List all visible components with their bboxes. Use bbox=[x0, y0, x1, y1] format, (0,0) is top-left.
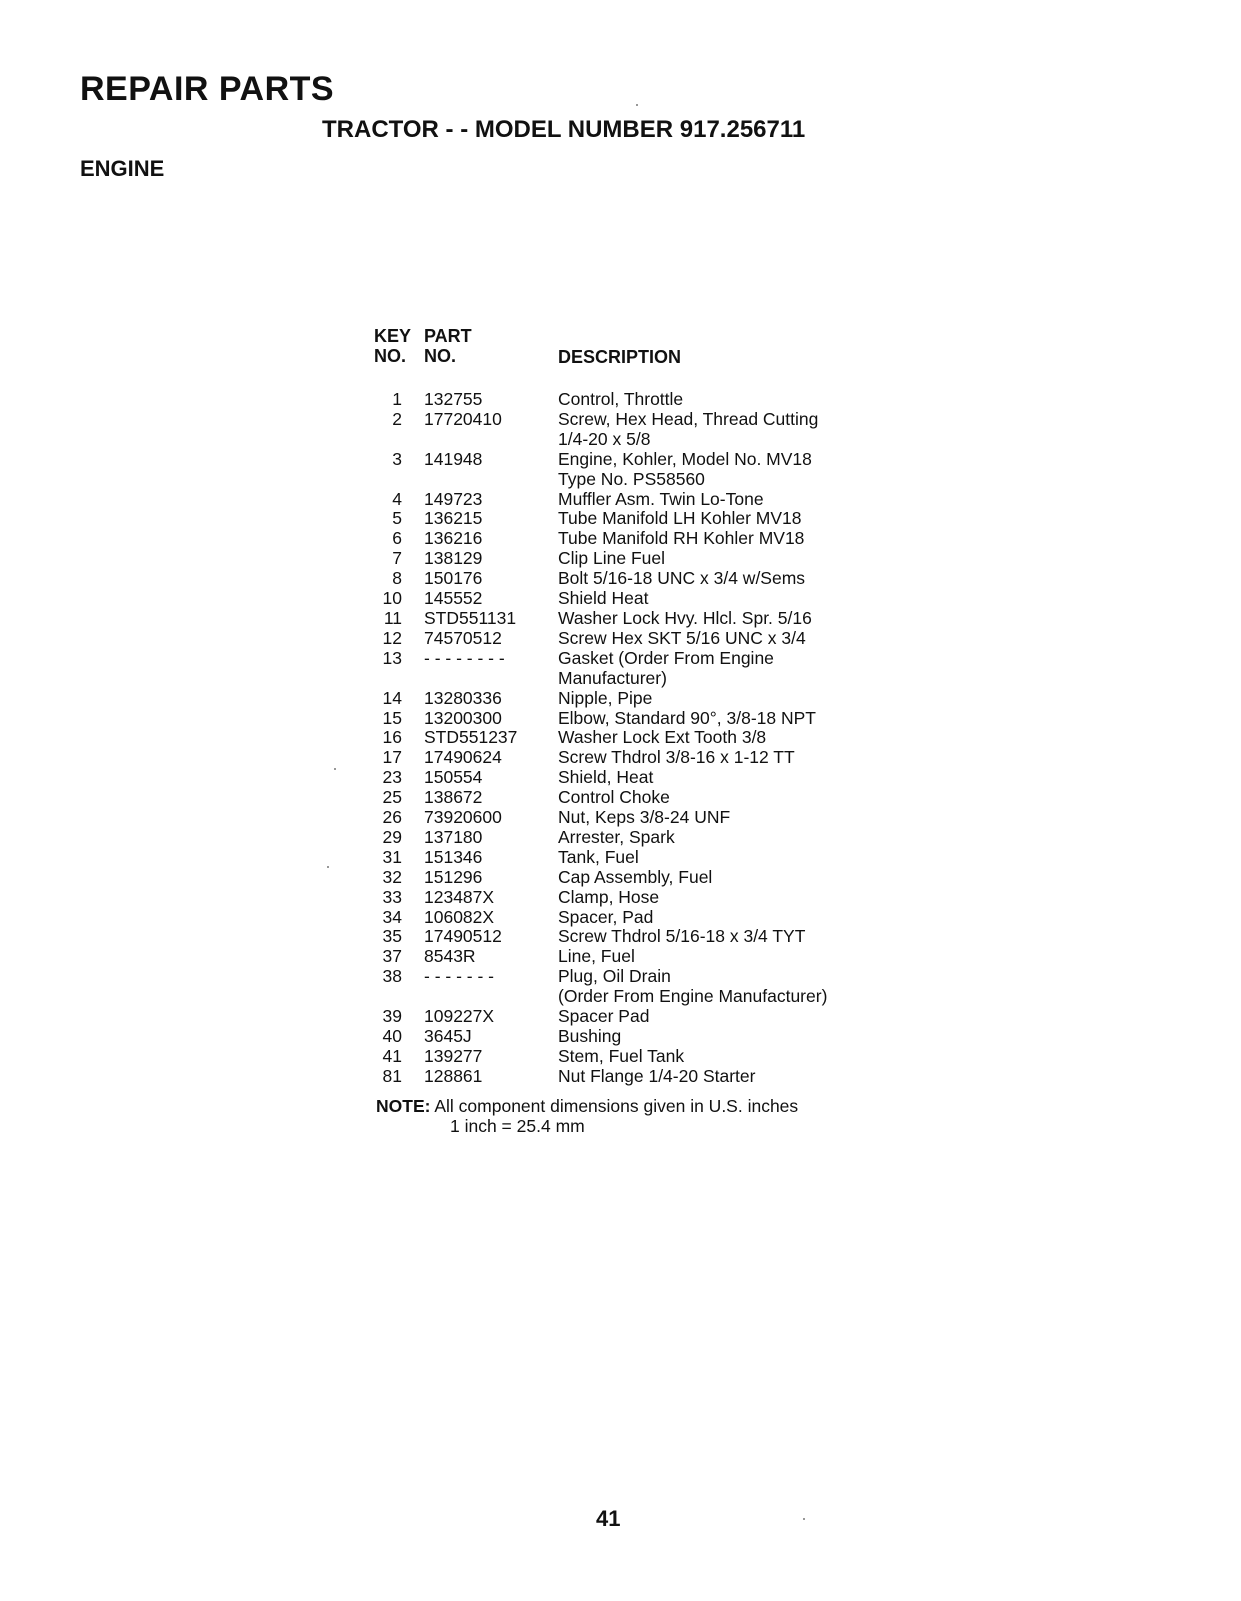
part-description bbox=[536, 410, 827, 450]
description-line: 1/4-20 x 5/8 bbox=[558, 428, 651, 449]
page-number: 41 bbox=[596, 1506, 621, 1531]
part-description bbox=[536, 629, 827, 649]
part-number: 13200300 bbox=[424, 707, 502, 728]
table-row bbox=[368, 927, 827, 947]
part-number: 17720410 bbox=[424, 408, 502, 429]
key-number: 35 bbox=[382, 926, 402, 947]
description-line: Tank, Fuel bbox=[558, 846, 639, 867]
part-number: 128861 bbox=[424, 1065, 483, 1086]
part-description bbox=[536, 848, 827, 868]
part-number: 150176 bbox=[424, 568, 483, 589]
part-description bbox=[536, 888, 827, 908]
description-header: DESCRIPTION bbox=[558, 347, 682, 367]
scan-speck bbox=[803, 1518, 805, 1520]
table-row bbox=[368, 788, 827, 808]
table-body bbox=[368, 390, 827, 1087]
key-number: 7 bbox=[392, 548, 402, 569]
key-number: 14 bbox=[382, 687, 402, 708]
table-row bbox=[368, 868, 827, 888]
description-line: Nipple, Pipe bbox=[558, 687, 653, 708]
part-number: 132755 bbox=[424, 389, 483, 409]
key-no-header bbox=[374, 326, 424, 366]
model-subtitle: TRACTOR - - MODEL NUMBER 917.256711 bbox=[322, 116, 806, 143]
key-number: 29 bbox=[382, 826, 402, 847]
table-row bbox=[368, 1047, 827, 1067]
key-number: 16 bbox=[382, 727, 402, 748]
part-description bbox=[536, 1007, 827, 1027]
key-number: 81 bbox=[382, 1065, 402, 1086]
description-line: Washer Lock Ext Tooth 3/8 bbox=[558, 727, 767, 748]
key-number: 6 bbox=[392, 528, 402, 549]
description-line: Engine, Kohler, Model No. MV18 bbox=[558, 448, 812, 469]
part-number: 151296 bbox=[424, 866, 483, 887]
description-line: Nut, Keps 3/8-24 UNF bbox=[558, 807, 731, 828]
part-number: STD551237 bbox=[424, 727, 518, 748]
table-row bbox=[368, 888, 827, 908]
key-number: 23 bbox=[382, 767, 402, 788]
part-number: 17490512 bbox=[424, 926, 502, 947]
scan-speck bbox=[327, 866, 329, 868]
part-number: 123487X bbox=[424, 886, 495, 907]
part-number: 73920600 bbox=[424, 807, 502, 828]
section-heading: ENGINE bbox=[80, 156, 165, 181]
part-description bbox=[536, 1047, 827, 1067]
key-number: 17 bbox=[382, 747, 402, 768]
part-description bbox=[536, 728, 827, 748]
part-description bbox=[536, 768, 827, 788]
key-number: 3 bbox=[392, 448, 402, 469]
key-number: 8 bbox=[392, 568, 402, 589]
table-row bbox=[368, 828, 827, 848]
part-description bbox=[536, 927, 827, 947]
key-number: 41 bbox=[382, 1045, 402, 1066]
key-number: 15 bbox=[382, 707, 402, 728]
description-line: Shield Heat bbox=[558, 588, 649, 609]
description-line: Bushing bbox=[558, 1026, 622, 1046]
table-row bbox=[368, 709, 827, 729]
part-description bbox=[536, 529, 827, 549]
table-row bbox=[368, 390, 827, 410]
description-line: Plug, Oil Drain bbox=[558, 966, 671, 987]
part-number: 136216 bbox=[424, 528, 483, 549]
key-number: 37 bbox=[382, 946, 402, 967]
part-number: 150554 bbox=[424, 767, 483, 788]
description-line: Line, Fuel bbox=[558, 946, 635, 967]
part-number: - - - - - - - bbox=[424, 966, 494, 987]
key-number: 11 bbox=[383, 607, 402, 628]
key-number: 10 bbox=[382, 588, 402, 609]
scan-speck bbox=[636, 104, 638, 106]
part-description bbox=[536, 490, 827, 510]
part-description bbox=[536, 689, 827, 709]
description-line: Manufacturer) bbox=[558, 667, 667, 688]
table-row bbox=[368, 589, 827, 609]
note-text-2: 1 inch = 25.4 mm bbox=[450, 1116, 585, 1136]
description-line: Screw, Hex Head, Thread Cutting bbox=[558, 408, 819, 429]
key-number: 2 bbox=[392, 408, 402, 429]
description-line: Nut Flange 1/4-20 Starter bbox=[558, 1065, 756, 1086]
description-line: Type No. PS58560 bbox=[558, 468, 705, 489]
key-number: 31 bbox=[382, 846, 402, 867]
table-row bbox=[368, 609, 827, 629]
table-row bbox=[368, 569, 827, 589]
part-description bbox=[536, 390, 827, 410]
description-line: Tube Manifold RH Kohler MV18 bbox=[558, 528, 805, 549]
table-row bbox=[368, 410, 827, 450]
key-number: 5 bbox=[392, 508, 402, 529]
table-row bbox=[368, 748, 827, 768]
page-title: REPAIR PARTS bbox=[80, 70, 335, 108]
part-description bbox=[536, 828, 827, 848]
part-description bbox=[536, 649, 827, 689]
part-number: 109227X bbox=[424, 1006, 495, 1027]
scan-speck bbox=[334, 768, 336, 770]
part-no-header bbox=[424, 326, 544, 366]
table-row bbox=[368, 509, 827, 529]
part-number: 141948 bbox=[424, 448, 483, 469]
part-number: 138672 bbox=[424, 787, 483, 808]
part-description bbox=[536, 868, 827, 888]
key-number: 4 bbox=[392, 488, 402, 509]
key-header-line2: NO. bbox=[374, 346, 407, 366]
table-row bbox=[368, 967, 827, 1007]
description-line: Control, Throttle bbox=[558, 389, 684, 409]
part-number: 74570512 bbox=[424, 627, 502, 648]
table-row bbox=[368, 1067, 827, 1087]
table-row bbox=[368, 1027, 827, 1047]
part-description bbox=[536, 450, 827, 490]
description-line: Shield, Heat bbox=[558, 767, 654, 788]
part-description bbox=[536, 748, 827, 768]
table-row bbox=[368, 450, 827, 490]
key-number: 25 bbox=[382, 787, 402, 808]
part-description bbox=[536, 709, 827, 729]
description-line: Cap Assembly, Fuel bbox=[558, 866, 713, 887]
part-header-line1: PART bbox=[424, 326, 472, 346]
part-number: 137180 bbox=[424, 826, 483, 847]
part-number: 106082X bbox=[424, 906, 495, 927]
part-description bbox=[536, 947, 827, 967]
part-number: 145552 bbox=[424, 588, 483, 609]
part-description bbox=[536, 908, 827, 928]
key-number: 33 bbox=[382, 886, 402, 907]
description-line: Screw Thdrol 5/16-18 x 3/4 TYT bbox=[558, 926, 806, 947]
description-line: Muffler Asm. Twin Lo-Tone bbox=[558, 488, 764, 509]
part-number: 17490624 bbox=[424, 747, 502, 768]
table-row bbox=[368, 629, 827, 649]
table-row bbox=[368, 1007, 827, 1027]
note bbox=[376, 1096, 798, 1136]
description-line: Screw Hex SKT 5/16 UNC x 3/4 bbox=[558, 627, 806, 648]
description-line: Spacer Pad bbox=[558, 1006, 650, 1027]
table-row bbox=[368, 908, 827, 928]
part-number: 3645J bbox=[424, 1026, 472, 1046]
part-description bbox=[536, 1027, 827, 1047]
note-label: NOTE: bbox=[376, 1096, 431, 1116]
description-line: Bolt 5/16-18 UNC x 3/4 w/Sems bbox=[558, 568, 806, 589]
description-line: Screw Thdrol 3/8-16 x 1-12 TT bbox=[558, 747, 795, 768]
table-row bbox=[368, 947, 827, 967]
table-header bbox=[368, 326, 827, 390]
key-number: 40 bbox=[382, 1026, 402, 1046]
part-number: 8543R bbox=[424, 946, 476, 967]
description-line: (Order From Engine Manufacturer) bbox=[558, 986, 828, 1007]
key-number: 34 bbox=[382, 906, 402, 927]
part-description bbox=[536, 509, 827, 529]
part-description bbox=[536, 549, 827, 569]
description-line: Tube Manifold LH Kohler MV18 bbox=[558, 508, 802, 529]
key-number: 13 bbox=[382, 647, 402, 668]
part-header-line2: NO. bbox=[424, 346, 457, 366]
key-number: 26 bbox=[382, 807, 402, 828]
description-line: Washer Lock Hvy. Hlcl. Spr. 5/16 bbox=[558, 607, 812, 628]
table-row bbox=[368, 549, 827, 569]
table-row bbox=[368, 529, 827, 549]
part-description bbox=[536, 788, 827, 808]
part-description bbox=[536, 609, 827, 629]
key-number: 12 bbox=[382, 627, 402, 648]
description-line: Control Choke bbox=[558, 787, 670, 808]
key-header-line1: KEY bbox=[374, 326, 412, 346]
description-line: Gasket (Order From Engine bbox=[558, 647, 774, 668]
part-number: 139277 bbox=[424, 1045, 483, 1066]
description-line: Clip Line Fuel bbox=[558, 548, 665, 569]
part-number: 13280336 bbox=[424, 687, 502, 708]
key-number: 39 bbox=[382, 1006, 402, 1027]
part-description bbox=[536, 1067, 827, 1087]
description-line: Spacer, Pad bbox=[558, 906, 654, 927]
parts-table bbox=[368, 326, 827, 1087]
part-description bbox=[536, 569, 827, 589]
part-number: 136215 bbox=[424, 508, 483, 529]
table-row bbox=[368, 490, 827, 510]
part-description bbox=[536, 808, 827, 828]
table-row bbox=[368, 848, 827, 868]
part-number: - - - - - - - - bbox=[424, 647, 505, 668]
part-number: 149723 bbox=[424, 488, 483, 509]
part-number: 138129 bbox=[424, 548, 483, 569]
description-line: Clamp, Hose bbox=[558, 886, 660, 907]
key-number: 38 bbox=[382, 966, 402, 987]
description-line: Elbow, Standard 90°, 3/8-18 NPT bbox=[558, 707, 816, 728]
table-row bbox=[368, 649, 827, 689]
table-row bbox=[368, 768, 827, 788]
table-row bbox=[368, 728, 827, 748]
key-number: 32 bbox=[382, 866, 402, 887]
note-line-1 bbox=[376, 1096, 798, 1116]
table-row bbox=[368, 808, 827, 828]
description-line: Arrester, Spark bbox=[558, 826, 675, 847]
key-number: 1 bbox=[392, 389, 402, 409]
table-row bbox=[368, 689, 827, 709]
part-description bbox=[536, 589, 827, 609]
part-number: STD551131 bbox=[424, 607, 517, 628]
description-line: Stem, Fuel Tank bbox=[558, 1045, 685, 1066]
note-text-1: All component dimensions given in U.S. inches bbox=[434, 1096, 799, 1116]
part-number: 151346 bbox=[424, 846, 483, 867]
part-description bbox=[536, 967, 827, 1007]
